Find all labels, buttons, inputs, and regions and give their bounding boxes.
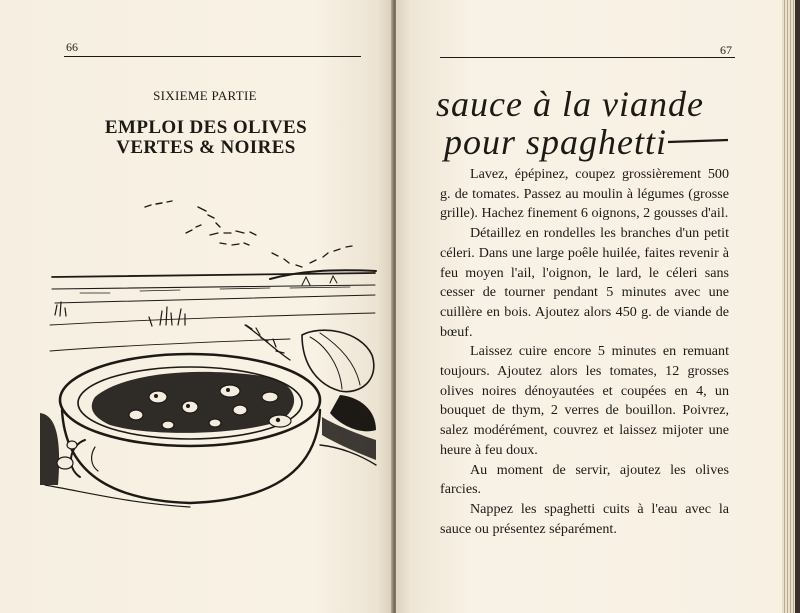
- header-rule-right: [440, 57, 735, 58]
- section-title-line2: VERTES & NOIRES: [116, 137, 296, 158]
- recipe-title-line1: sauce à la viande: [436, 84, 704, 124]
- recipe-paragraph: Détaillez en rondelles les branches d'un petit céleri. Dans une large poêle huilée, faites revenir à feu moyen l'ail, l'oignon, le lard, le céleri sans cesser de tourner pendant 5 minutes avec une cuillère en bois. Ajoutez alors 450 g. de viande de bœuf.: [440, 225, 729, 340]
- page-edges: [782, 0, 800, 613]
- header-rule-left: [64, 56, 361, 57]
- recipe-paragraph: Nappez les spaghetti cuits à l'eau avec la sauce ou présentez séparément.: [440, 500, 729, 537]
- recipe-paragraph: Laissez cuire encore 5 minutes en remuant toujours. Ajoutez alors les tomates, 12 grosses olives noires dénoyautées et coupées en 4, un bouquet de thym, 2 verres de bouillon. Poivrez, salez modérément, couvrez et laissez mijoter une heure à feu doux.: [440, 343, 729, 458]
- page-number-right: 67: [720, 43, 732, 57]
- section-title-line1: EMPLOI DES OLIVES: [104, 117, 308, 138]
- recipe-paragraph: Au moment de servir, ajoutez les olives farcies.: [440, 461, 729, 498]
- recipe-title-line2: pour spaghetti: [444, 122, 668, 162]
- recipe-paragraph: Lavez, épépinez, coupez grossièrement 500 g. de tomates. Passez au moulin à légumes (grosse grille). Hachez finement 6 oignons, 2 gousses d'ail.: [440, 166, 729, 222]
- page-number-left: 66: [66, 40, 78, 54]
- left-page: [0, 0, 393, 613]
- section-title: [90, 118, 322, 158]
- recipe-body: [440, 165, 729, 539]
- olive-bowl-illustration: [40, 185, 380, 510]
- part-label: SIXIEME PARTIE: [153, 88, 257, 103]
- title-underline: [668, 140, 728, 142]
- recipe-title: [436, 82, 736, 167]
